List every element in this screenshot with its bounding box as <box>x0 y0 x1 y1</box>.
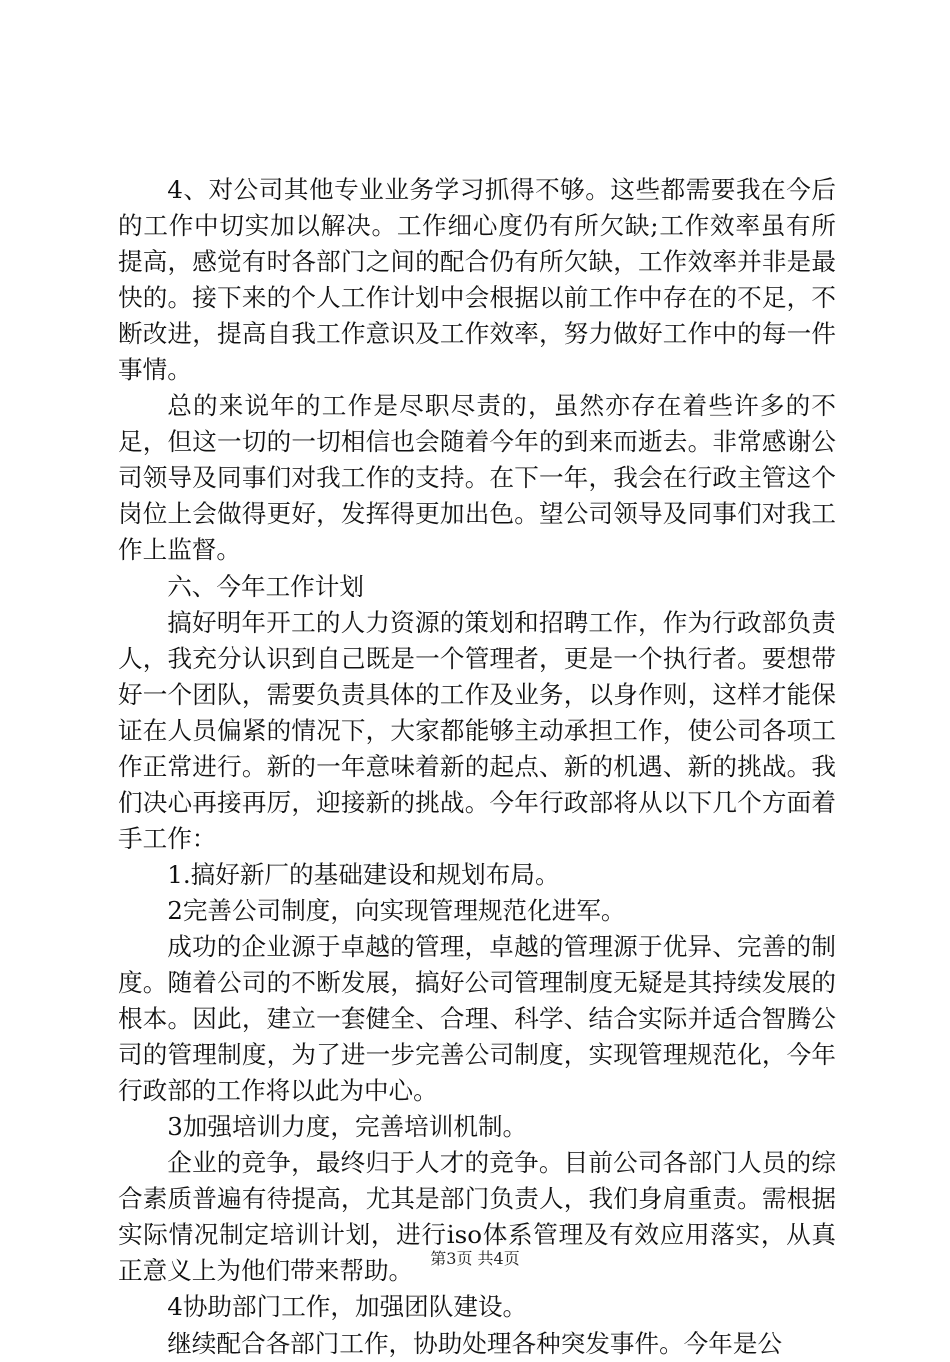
paragraph: 继续配合各部门工作，协助处理各种突发事件。今年是公 <box>167 1328 783 1358</box>
list-item: 2完善公司制度，向实现管理规范化进军。 <box>167 895 626 925</box>
document-body <box>118 172 836 1362</box>
paragraph: 企业的竞争，最终归于人才的竞争。目前公司各部门人员的综合素质普遍有待提高，尤其是部门负责人，我们身肩重责。需根据实际情况制定培训计划，进行iso体系管理及有效应用落实，从真正意义上为他们带来帮助。 <box>118 1148 836 1286</box>
list-item: 3加强培训力度，完善培训机制。 <box>167 1112 528 1142</box>
paragraph: 4、对公司其他专业业务学习抓得不够。这些都需要我在今后的工作中切实加以解决。工作细心度仍有所欠缺;工作效率虽有所提高，感觉有时各部门之间的配合仍有所欠缺，工作效率并非是最快的。接下来的个人工作计划中会根据以前工作中存在的不足，不断改进，提高自我工作意识及工作效率，努力做好工作中的每一件事情。 <box>118 175 836 385</box>
list-item: 1.搞好新厂的基础建设和规划布局。 <box>167 859 560 889</box>
list-item: 4协助部门工作，加强团队建设。 <box>167 1292 528 1322</box>
paragraph: 成功的企业源于卓越的管理，卓越的管理源于优异、完善的制度。随着公司的不断发展，搞好公司管理制度无疑是其持续发展的根本。因此，建立一套健全、合理、科学、结合实际并适合智腾公司的管理制度，为了进一步完善公司制度，实现管理规范化，今年行政部的工作将以此为中心。 <box>118 931 836 1106</box>
page-footer: 第3页 共4页 <box>430 1249 520 1268</box>
section-heading: 六、今年工作计划 <box>167 571 364 601</box>
paragraph: 搞好明年开工的人力资源的策划和招聘工作，作为行政部负责人，我充分认识到自己既是一个管理者，更是一个执行者。要想带好一个团队，需要负责具体的工作及业务，以身作则，这样才能保证在人员偏紧的情况下，大家都能够主动承担工作，使公司各项工作正常进行。新的一年意味着新的起点、新的机遇、新的挑战。我们决心再接再厉，迎接新的挑战。今年行政部将从以下几个方面着手工作： <box>118 607 836 853</box>
paragraph: 总的来说年的工作是尽职尽责的，虽然亦存在着些许多的不足，但这一切的一切相信也会随着今年的到来而逝去。非常感谢公司领导及同事们对我工作的支持。在下一年，我会在行政主管这个岗位上会做得更好，发挥得更加出色。望公司领导及同事们对我工作上监督。 <box>118 391 836 565</box>
